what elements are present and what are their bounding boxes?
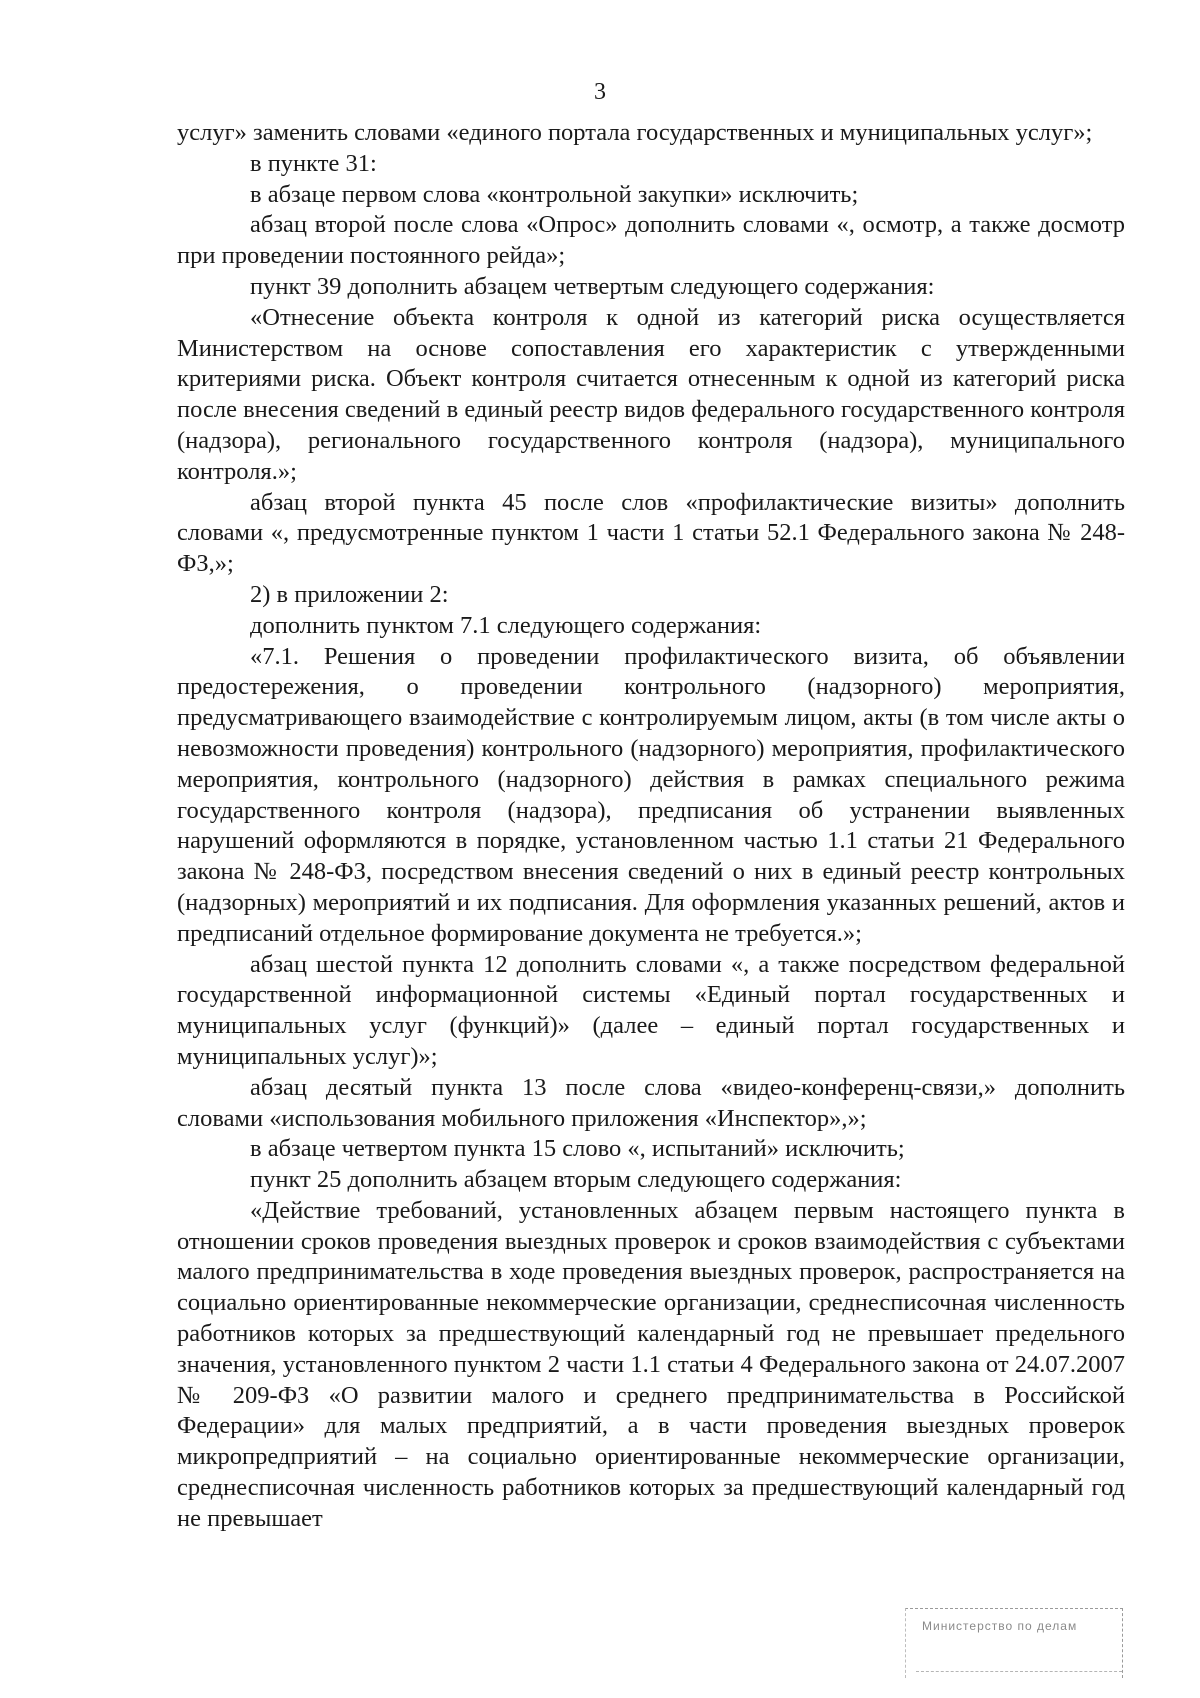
paragraph-8: 2) в приложении 2: (250, 580, 449, 608)
paragraph-3: в абзаце первом слова «контрольной закупки» исключить; (250, 180, 859, 208)
stamp-text: Министерство по делам (922, 1619, 1078, 1633)
paragraph-5: пункт 39 дополнить абзацем четвертым следующего содержания: (250, 272, 935, 300)
paragraph-11: абзац шестой пункта 12 дополнить словами «, а также посредством федеральной государственной информационной системы «Единый портал государственных и муниципальных услуг (функций)» (далее – единый портал государственных и муниципальных услуг)»; (177, 950, 1125, 1070)
paragraph-6: «Отнесение объекта контроля к одной из категорий риска осуществляется Министерством на основе сопоставления его характеристик с утвержденными критериями риска. Объект контроля считается отнесенным к одной из категорий риска после внесения сведений в единый реестр видов федерального государственного контроля (надзора), регионального государственного контроля (надзора), муниципального контроля.»; (177, 303, 1125, 485)
stamp-bottom-line (916, 1671, 1122, 1672)
page-number: 3 (594, 79, 606, 105)
paragraph-2: в пункте 31: (250, 149, 377, 177)
paragraph-9: дополнить пунктом 7.1 следующего содержания: (250, 611, 762, 639)
paragraph-15: «Действие требований, установленных абзацем первым настоящего пункта в отношении сроков проведения выездных проверок и сроков взаимодействия с субъектами малого предпринимательства в ходе проведения выездных проверок, распространяется на социально ориентированные некоммерческие организации, среднесписочная численность работников которых за предшествующий календарный год не превышает предельного значения, установленного пунктом 2 части 1.1 статьи 4 Федерального закона от 24.07.2007 № 209-ФЗ «О развитии малого и среднего предпринимательства в Российской Федерации» для малых предприятий, а в части проведения выездных проверок микропредприятий – на социально ориентированные некоммерческие организации, среднесписочная численность работников которых за предшествующий календарный год не превышает (177, 1196, 1125, 1532)
document-body (177, 118, 1125, 1535)
paragraph-1: услуг» заменить словами «единого портала государственных и муниципальных услуг»; (177, 119, 1093, 146)
paragraph-13: в абзаце четвертом пункта 15 слово «, испытаний» исключить; (250, 1135, 905, 1163)
paragraph-7: абзац второй пункта 45 после слов «профилактические визиты» дополнить словами «, предусмотренные пунктом 1 части 1 статьи 52.1 Федерального закона № 248-ФЗ,»; (177, 488, 1125, 578)
paragraph-12: абзац десятый пункта 13 после слова «видео-конференц-связи,» дополнить словами «использования мобильного приложения «Инспектор»,»; (177, 1073, 1125, 1132)
registration-stamp (905, 1608, 1123, 1678)
paragraph-10: «7.1. Решения о проведении профилактического визита, об объявлении предостережения, о проведении контрольного (надзорного) мероприятия, предусматривающего взаимодействие с контролируемым лицом, акты (в том числе акты о невозможности проведения) контрольного (надзорного) мероприятия, профилактического мероприятия, контрольного (надзорного) действия в рамках специального режима государственного контроля (надзора), предписания об устранении выявленных нарушений оформляются в порядке, установленном частью 1.1 статьи 21 Федерального закона № 248-ФЗ, посредством внесения сведений о них в единый реестр контрольных (надзорных) мероприятий и их подписания. Для оформления указанных решений, актов и предписаний отдельное формирование документа не требуется.»; (177, 642, 1125, 947)
paragraph-4: абзац второй после слова «Опрос» дополнить словами «, осмотр, а также досмотр при проведении постоянного рейда»; (177, 211, 1125, 270)
paragraph-14: пункт 25 дополнить абзацем вторым следующего содержания: (250, 1166, 902, 1194)
